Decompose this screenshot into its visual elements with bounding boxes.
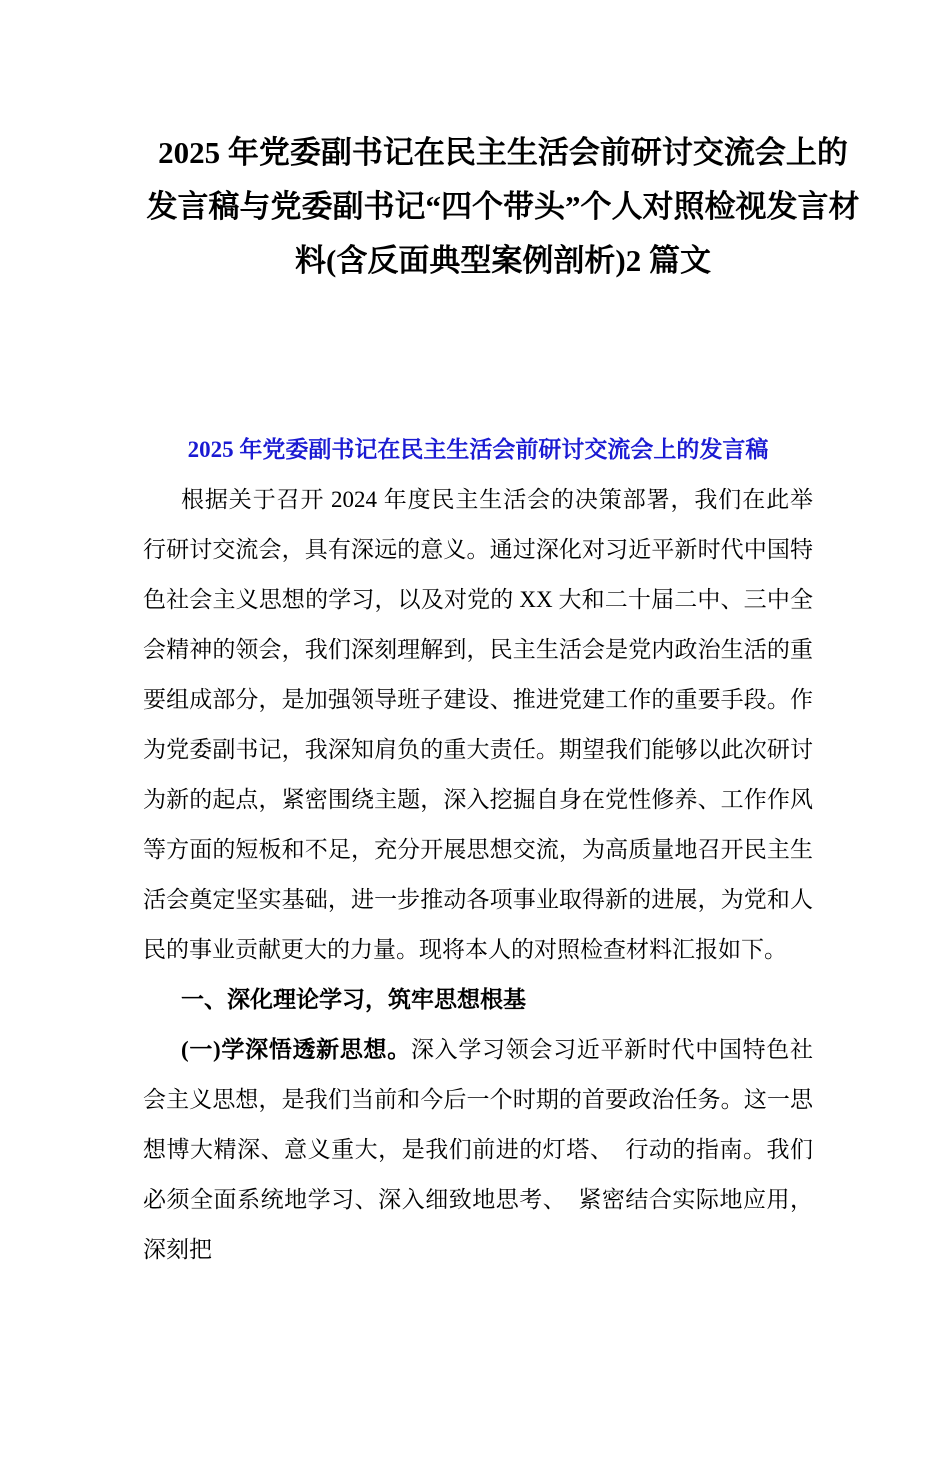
intro-paragraph: 根据关于召开 2024 年度民主生活会的决策部署，我们在此举行研讨交流会，具有深远的意义。通过深化对习近平新时代中国特色社会主义思想的学习，以及对党的 XX 大和二十届二中、三中全会精神的领会，我们深刻理解到，民主生活会是党内政治生活的重要组成部分，是加强领导班子建设、推进党建工作的重要手段。作为党委副书记，我深知肩负的重大责任。期望我们能够以此次研讨为新的起点，紧密围绕主题，深入挖掘自身在党性修养、工作作风等方面的短板和不足，充分开展思想交流，为高质量地召开民主生活会奠定坚实基础，进一步推动各项事业取得新的进展，为党和人民的事业贡献更大的力量。现将本人的对照检查材料汇报如下。 <box>143 487 813 962</box>
subsection-1-lead: (一)学深悟透新思想。 <box>181 1037 411 1062</box>
section-1-subsection-1-paragraph <box>143 1025 813 1275</box>
section-1-heading: 一、深化理论学习，筑牢思想根基 <box>181 987 526 1012</box>
subsection-1-text: 深入学习领会习近平新时代中国特色社会主义思想，是我们当前和今后一个时期的首要政治任务。这一思想博大精深、意义重大，是我们前进的灯塔、 行动的指南。我们必须全面系统地学习、深入细致地思考、 紧密结合实际地应用，深刻把 <box>143 1037 814 1262</box>
article-heading: 2025 年党委副书记在民主生活会前研讨交流会上的发言稿 <box>187 437 769 462</box>
document-page <box>0 126 950 1470</box>
document-title: 2025 年党委副书记在民主生活会前研讨交流会上的发言稿与党委副书记“四个带头”个人对照检视发言材料(含反面典型案例剖析)2 篇文 <box>146 135 860 278</box>
